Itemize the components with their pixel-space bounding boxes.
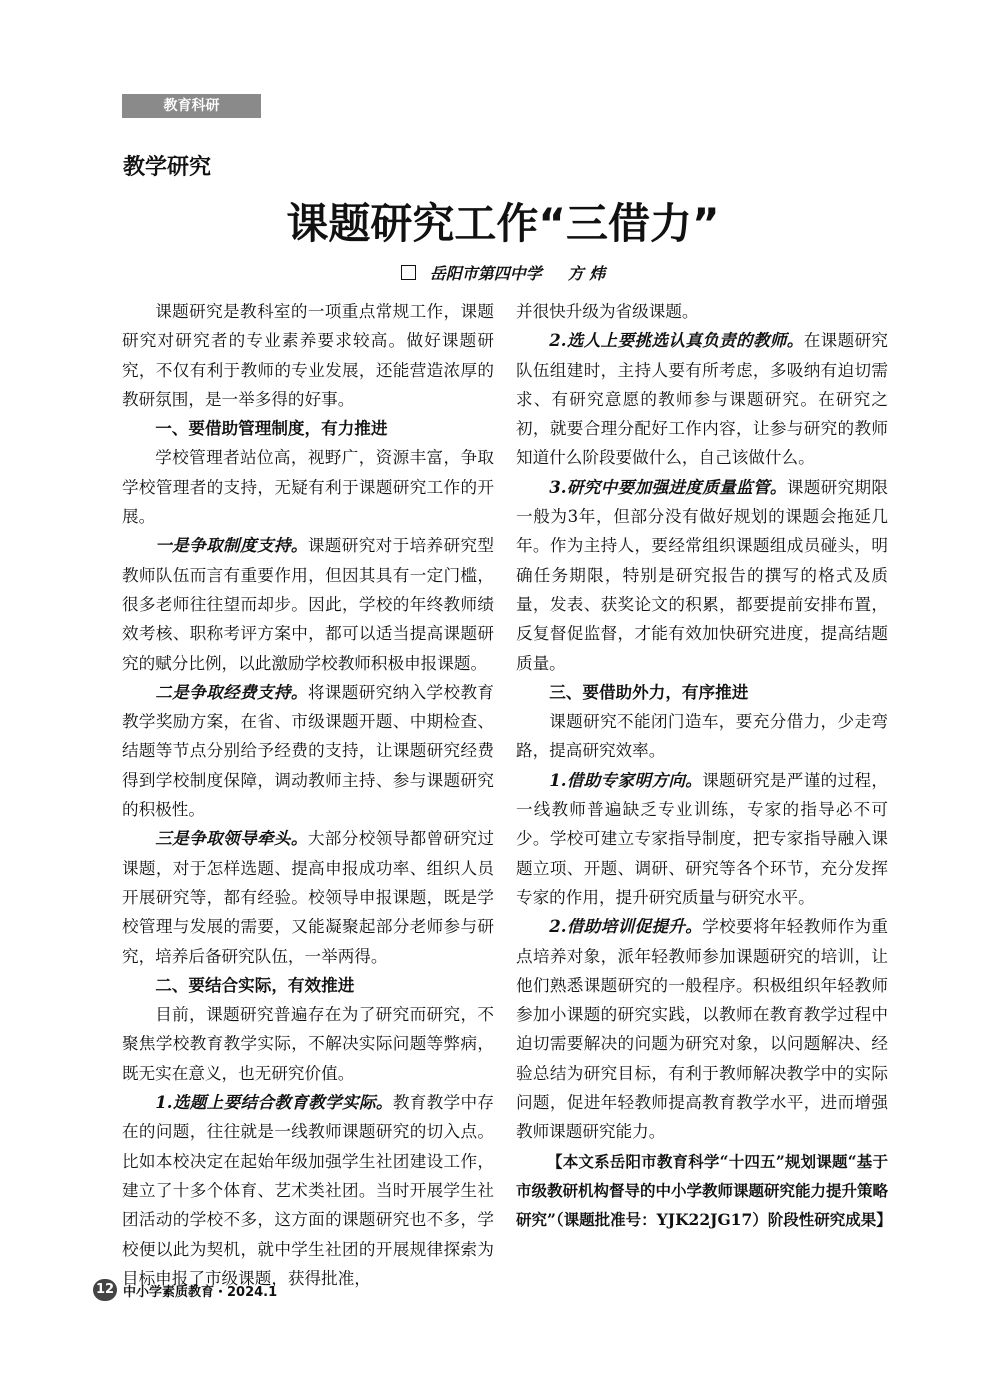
author-unit: 岳阳市第四中学 bbox=[429, 264, 542, 283]
section-heading: 三、要借助外力，有序推进 bbox=[549, 681, 749, 702]
byline bbox=[0, 262, 1006, 286]
paragraph bbox=[516, 766, 888, 912]
paragraph bbox=[122, 678, 494, 824]
paragraph-lead: 3.研究中要加强进度质量监管。 bbox=[549, 476, 787, 497]
paragraph-lead: 三是争取领导牵头。 bbox=[155, 828, 308, 849]
paragraph bbox=[516, 912, 888, 1146]
paragraph-text: 大部分校领导都曾研究过课题，对于怎样选题、提高申报成功率、组织人员开展研究等，都有经验。校领导申报课题，既是学校管理与发展的需要，又能凝聚起部分老师参与研究，培养后备研究队伍，一举两得。 bbox=[122, 829, 495, 966]
article-title: 课题研究工作“三借力” bbox=[286, 199, 720, 248]
paragraph bbox=[516, 326, 888, 472]
section-heading: 二、要结合实际，有效推进 bbox=[155, 974, 355, 995]
paragraph-text: 将课题研究纳入学校教育教学奖励方案，在省、市级课题开题、中期检查、结题等节点分别给予经费的支持，让课题研究经费得到学校制度保障，调动教师主持、参与课题研究的积极性。 bbox=[122, 682, 495, 820]
paragraph bbox=[122, 824, 494, 970]
paragraph-lead: 1.借助专家明方向。 bbox=[549, 769, 703, 790]
section-tag: 教育科研 bbox=[122, 94, 261, 118]
paragraph-text: 课题研究期限一般为3年，但部分没有做好规划的课题会拖延几年。作为主持人，要经常组织课题组成员碰头，明确任务期限，特别是研究报告的撰写的格式及质量，发表、获奖论文的积累，都要提前安排布置，反复督促监督，才能有效加快研究进度，提高结题质量。 bbox=[516, 477, 889, 673]
paragraph-text: 学校要将年轻教师作为重点培养对象，派年轻教师参加课题研究的培训，让他们熟悉课题研究的一般程序。积极组织年轻教师参加小课题的研究实践，以教师在教育教学过程中迫切需要解决的问题为研究对象，以问题解决、经验总结为研究目标，有利于教师解决教学中的实际问题，促进年轻教师提高教育教学水平，进而增强教师课题研究能力。 bbox=[516, 917, 888, 1142]
funding-note: 【本文系岳阳市教育科学“十四五”规划课题“基于市级教研机构督导的中小学教师课题研究能力提升策略研究”（课题批准号：YJK22JG17）阶段性研究成果】 bbox=[516, 1151, 892, 1230]
square-icon bbox=[401, 265, 416, 280]
page-number: 12 bbox=[93, 1279, 117, 1301]
left-column bbox=[122, 297, 494, 1293]
paragraph-text: 课题研究是严谨的过程，一线教师普遍缺乏专业训练，专家的指导必不可少。学校可建立专家指导制度，把专家指导融入课题立项、开题、调研、研究等各个环节，充分发挥专家的作用，提升研究质量与研究水平。 bbox=[516, 770, 888, 907]
paragraph bbox=[516, 473, 888, 678]
paragraph: 并很快升级为省级课题。 bbox=[516, 302, 699, 321]
paragraph: 目前，课题研究普遍存在为了研究而研究，不聚焦学校教育教学实际，不解决实际问题等弊病，既无实在意义，也无研究价值。 bbox=[122, 1005, 494, 1083]
paragraph-lead: 2.选人上要挑选认真负责的教师。 bbox=[549, 330, 804, 351]
paragraph: 课题研究不能闭门造车，要充分借力，少走弯路，提高研究效率。 bbox=[516, 712, 888, 761]
paragraph-text: 教育教学中存在的问题，往往就是一线教师课题研究的切入点。比如本校决定在起始年级加强学生社团建设工作，建立了十多个体育、艺术类社团。当时开展学生社团活动的学校不多，这方面的课题研究也不多，学校便以此为契机，就中学生社团的开展规律探索为目标申报了市级课题，获得批准， bbox=[122, 1093, 495, 1288]
paragraph-lead: 1.选题上要结合教育教学实际。 bbox=[155, 1092, 393, 1113]
paragraph-lead: 二是争取经费支持。 bbox=[155, 681, 308, 702]
paragraph-lead: 一是争取制度支持。 bbox=[155, 535, 308, 556]
paragraph bbox=[122, 531, 494, 677]
page-footer bbox=[93, 1278, 277, 1302]
paragraph-text: 课题研究对于培养研究型教师队伍而言有重要作用，但因其具有一定门槛，很多老师往往望而却步。因此，学校的年终教师绩效考核、职称考评方案中，都可以适当提高课题研究的赋分比例，以此激励学校教师积极申报课题。 bbox=[122, 536, 495, 673]
section-heading: 一、要借助管理制度，有力推进 bbox=[155, 418, 388, 439]
author-name: 方 炜 bbox=[567, 264, 606, 283]
column-name: 教学研究 bbox=[123, 155, 212, 180]
journal-name: 中小学素质教育・2024.1 bbox=[123, 1284, 278, 1300]
paragraph-lead: 2.借助培训促提升。 bbox=[549, 916, 703, 937]
right-column bbox=[516, 297, 892, 1235]
paragraph: 学校管理者站位高，视野广，资源丰富，争取学校管理者的支持，无疑有利于课题研究工作的开展。 bbox=[122, 448, 494, 527]
paragraph: 课题研究是教科室的一项重点常规工作，课题研究对研究者的专业素养要求较高。做好课题研究，不仅有利于教师的专业发展，还能营造浓厚的教研氛围，是一举多得的好事。 bbox=[122, 302, 494, 409]
paragraph bbox=[122, 1088, 494, 1293]
paragraph-text: 在课题研究队伍组建时，主持人要有所考虑，多吸纳有迫切需求、有研究意愿的教师参与课题研究。在研究之初，就要合理分配好工作内容，让参与研究的教师知道什么阶段要做什么，自己该做什么。 bbox=[516, 331, 889, 468]
